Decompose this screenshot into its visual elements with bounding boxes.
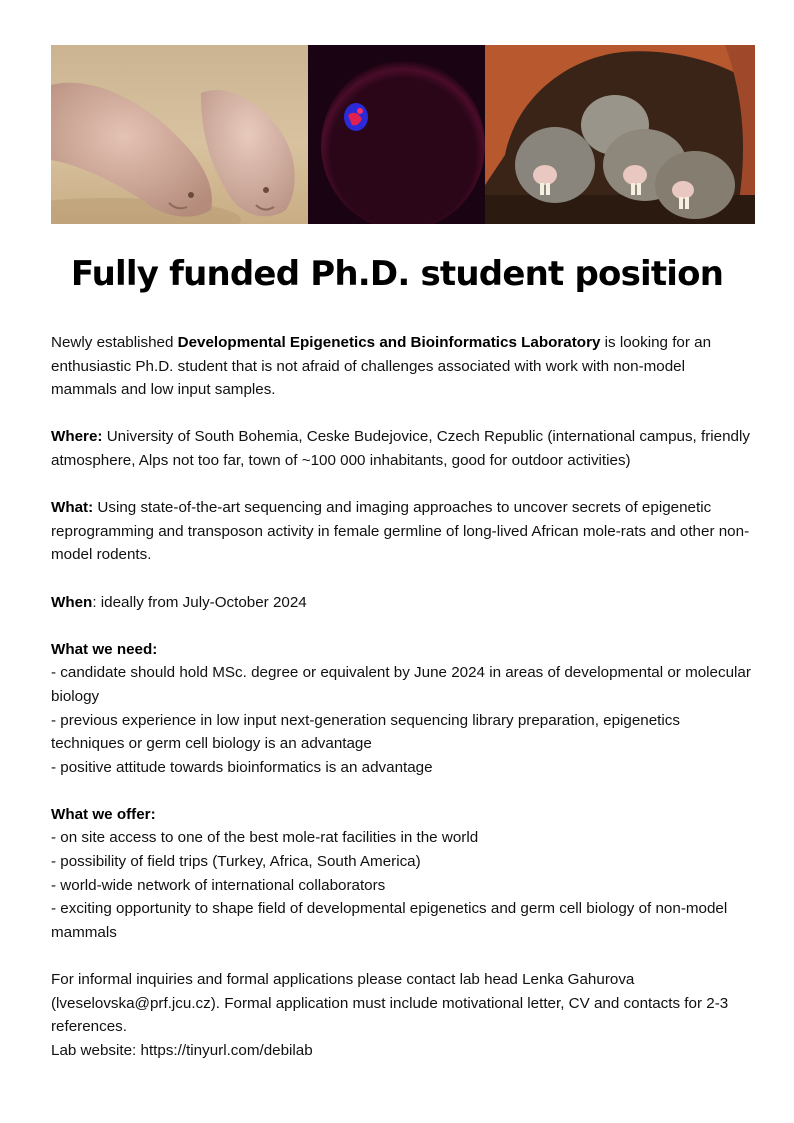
contact-paragraph: For informal inquiries and formal applications please contact lab head Lenka Gahurova (lveselovska@prf.jcu.cz). Formal application must include motivational letter, CV and contacts for 2-3 references. (51, 971, 729, 1036)
lab-name: Developmental Epigenetics and Bioinformatics Laboratory (177, 334, 601, 351)
naked-mole-rats-photo (51, 45, 308, 224)
offer-item: - exciting opportunity to shape field of developmental epigenetics and germ cell biology of non-model mammals (51, 900, 728, 941)
need-item: - previous experience in low input next-generation sequencing library preparation, epigenetics techniques or germ cell biology is an advantage (51, 711, 680, 753)
what-paragraph (51, 496, 751, 567)
flyer-body (51, 331, 751, 1062)
what-label: What: (51, 499, 94, 517)
intro-paragraph (51, 331, 751, 402)
header-image-banner (51, 45, 755, 224)
offer-item: - world-wide network of international collaborators (51, 876, 386, 894)
when-label: When (51, 593, 93, 611)
mole-rats-in-burrow-photo (485, 45, 755, 224)
offer-heading (51, 803, 751, 827)
where-paragraph (51, 425, 751, 472)
intro-text-before: Newly established (51, 334, 178, 351)
need-heading (51, 638, 751, 662)
offer-item: - on site access to one of the best mole-rat facilities in the world (51, 829, 479, 847)
offer-heading-text: What we offer: (51, 805, 156, 823)
when-paragraph (51, 591, 751, 615)
offer-item: - possibility of field trips (Turkey, Africa, South America) (51, 853, 421, 871)
what-text: Using state-of-the-art sequencing and imaging approaches to uncover secrets of epigenetic reprogramming and transposon activity in female germline of long-lived African mole-rats and other non-model rodents. (51, 499, 750, 564)
lab-website[interactable]: Lab website: https://tinyurl.com/debilab (51, 1041, 313, 1059)
where-text: University of South Bohemia, Ceske Budejovice, Czech Republic (international campus, friendly atmosphere, Alps not too far, town of ~100 000 inhabitants, good for outdoor activities) (51, 428, 750, 469)
oocyte-fluorescence-micrograph (308, 45, 485, 224)
when-text: : ideally from July-October 2024 (92, 593, 307, 611)
need-item: - positive attitude towards bioinformatics is an advantage (51, 758, 433, 776)
need-item: - candidate should hold MSc. degree or equivalent by June 2024 in areas of developmental or molecular biology (51, 664, 751, 705)
need-heading-text: What we need: (51, 640, 158, 658)
page-title: Fully funded Ph.D. student position (70, 254, 724, 294)
where-label: Where: (51, 428, 103, 446)
intro-text-after: is looking for an enthusiastic Ph.D. student that is not afraid of challenges associated with work with non-model mammals and low input samples. (51, 334, 712, 399)
